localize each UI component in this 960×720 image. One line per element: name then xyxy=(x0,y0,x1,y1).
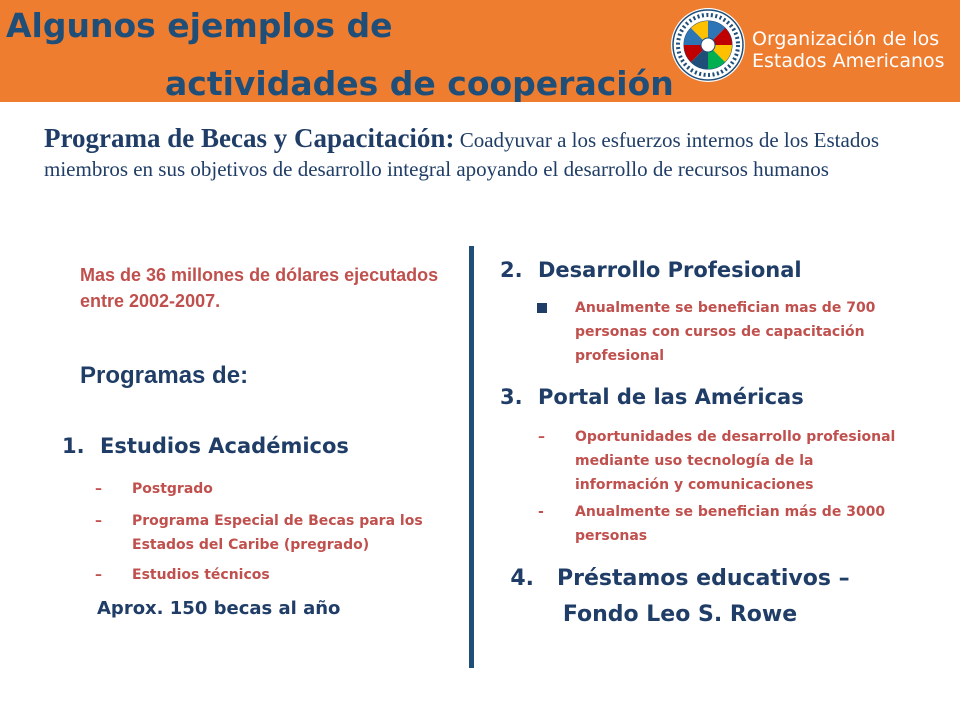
item-4-heading-line-1 xyxy=(500,564,860,594)
approx-scholarships: Aprox. 150 becas al año xyxy=(97,598,341,619)
item-4-title-line-2: Fondo Leo S. Rowe xyxy=(562,602,798,627)
item-3-sub-1 xyxy=(538,425,905,497)
item-1-heading xyxy=(62,434,349,458)
dash-marker: – xyxy=(95,481,102,497)
org-name-line-2: Estados Americanos xyxy=(752,50,945,72)
dash-marker: – xyxy=(538,429,545,445)
item-1-sub-3 xyxy=(95,563,462,587)
square-bullet-icon xyxy=(537,303,547,313)
item-2-title: Desarrollo Profesional xyxy=(538,258,802,282)
item-2-sub xyxy=(575,296,895,368)
org-name-line-1: Organización de los xyxy=(752,28,940,50)
header-banner xyxy=(0,0,960,102)
item-3-sub-2 xyxy=(538,500,905,548)
dash-marker: – xyxy=(95,567,102,583)
dash-marker: – xyxy=(95,513,102,529)
title-line-1: Algunos ejemplos de xyxy=(6,6,393,45)
item-1-sub-2-text: Programa Especial de Becas para los Estados del Caribe (pregrado) xyxy=(132,513,423,553)
item-3-sub-1-text: Oportunidades de desarrollo profesional mediante uso tecnología de la información y comunicaciones xyxy=(575,429,896,493)
item-3-heading xyxy=(500,385,804,409)
item-1-sub-3-text: Estudios técnicos xyxy=(132,567,270,583)
item-2-sub-text: Anualmente se benefician mas de 700 personas con cursos de capacitación profesional xyxy=(575,300,876,364)
item-1-number: 1. xyxy=(62,434,85,458)
item-3-title: Portal de las Américas xyxy=(538,385,804,409)
intro-lead: Programa de Becas y Capacitación: xyxy=(44,123,455,153)
title-line-2: actividades de cooperación xyxy=(165,64,674,103)
item-2-number: 2. xyxy=(500,258,523,282)
intro-text: Coadyuvar a los esfuerzos internos de los Estados miembros en sus objetivos de desarrollo integral apoyando el desarrollo de recursos humanos xyxy=(44,128,880,181)
item-1-sub-1 xyxy=(95,477,462,501)
item-1-title: Estudios Académicos xyxy=(100,434,349,458)
item-1-sub-2 xyxy=(95,509,462,557)
programs-label: Programas de: xyxy=(80,362,249,389)
dash-marker: - xyxy=(538,504,544,520)
item-4-title-line-1: Préstamos educativos – xyxy=(557,566,850,591)
funding-text: Mas de 36 millones de dólares ejecutados entre 2002-2007. xyxy=(80,265,439,311)
intro-paragraph xyxy=(44,124,924,184)
item-4-number: 4. xyxy=(510,566,535,591)
column-divider xyxy=(469,246,474,668)
item-3-number: 3. xyxy=(500,385,523,409)
item-2-heading xyxy=(500,258,802,282)
org-name xyxy=(752,28,945,72)
item-1-sub-1-text: Postgrado xyxy=(132,481,213,497)
item-3-sub-2-text: Anualmente se benefician más de 3000 personas xyxy=(575,504,886,544)
oas-seal-icon xyxy=(670,7,746,83)
